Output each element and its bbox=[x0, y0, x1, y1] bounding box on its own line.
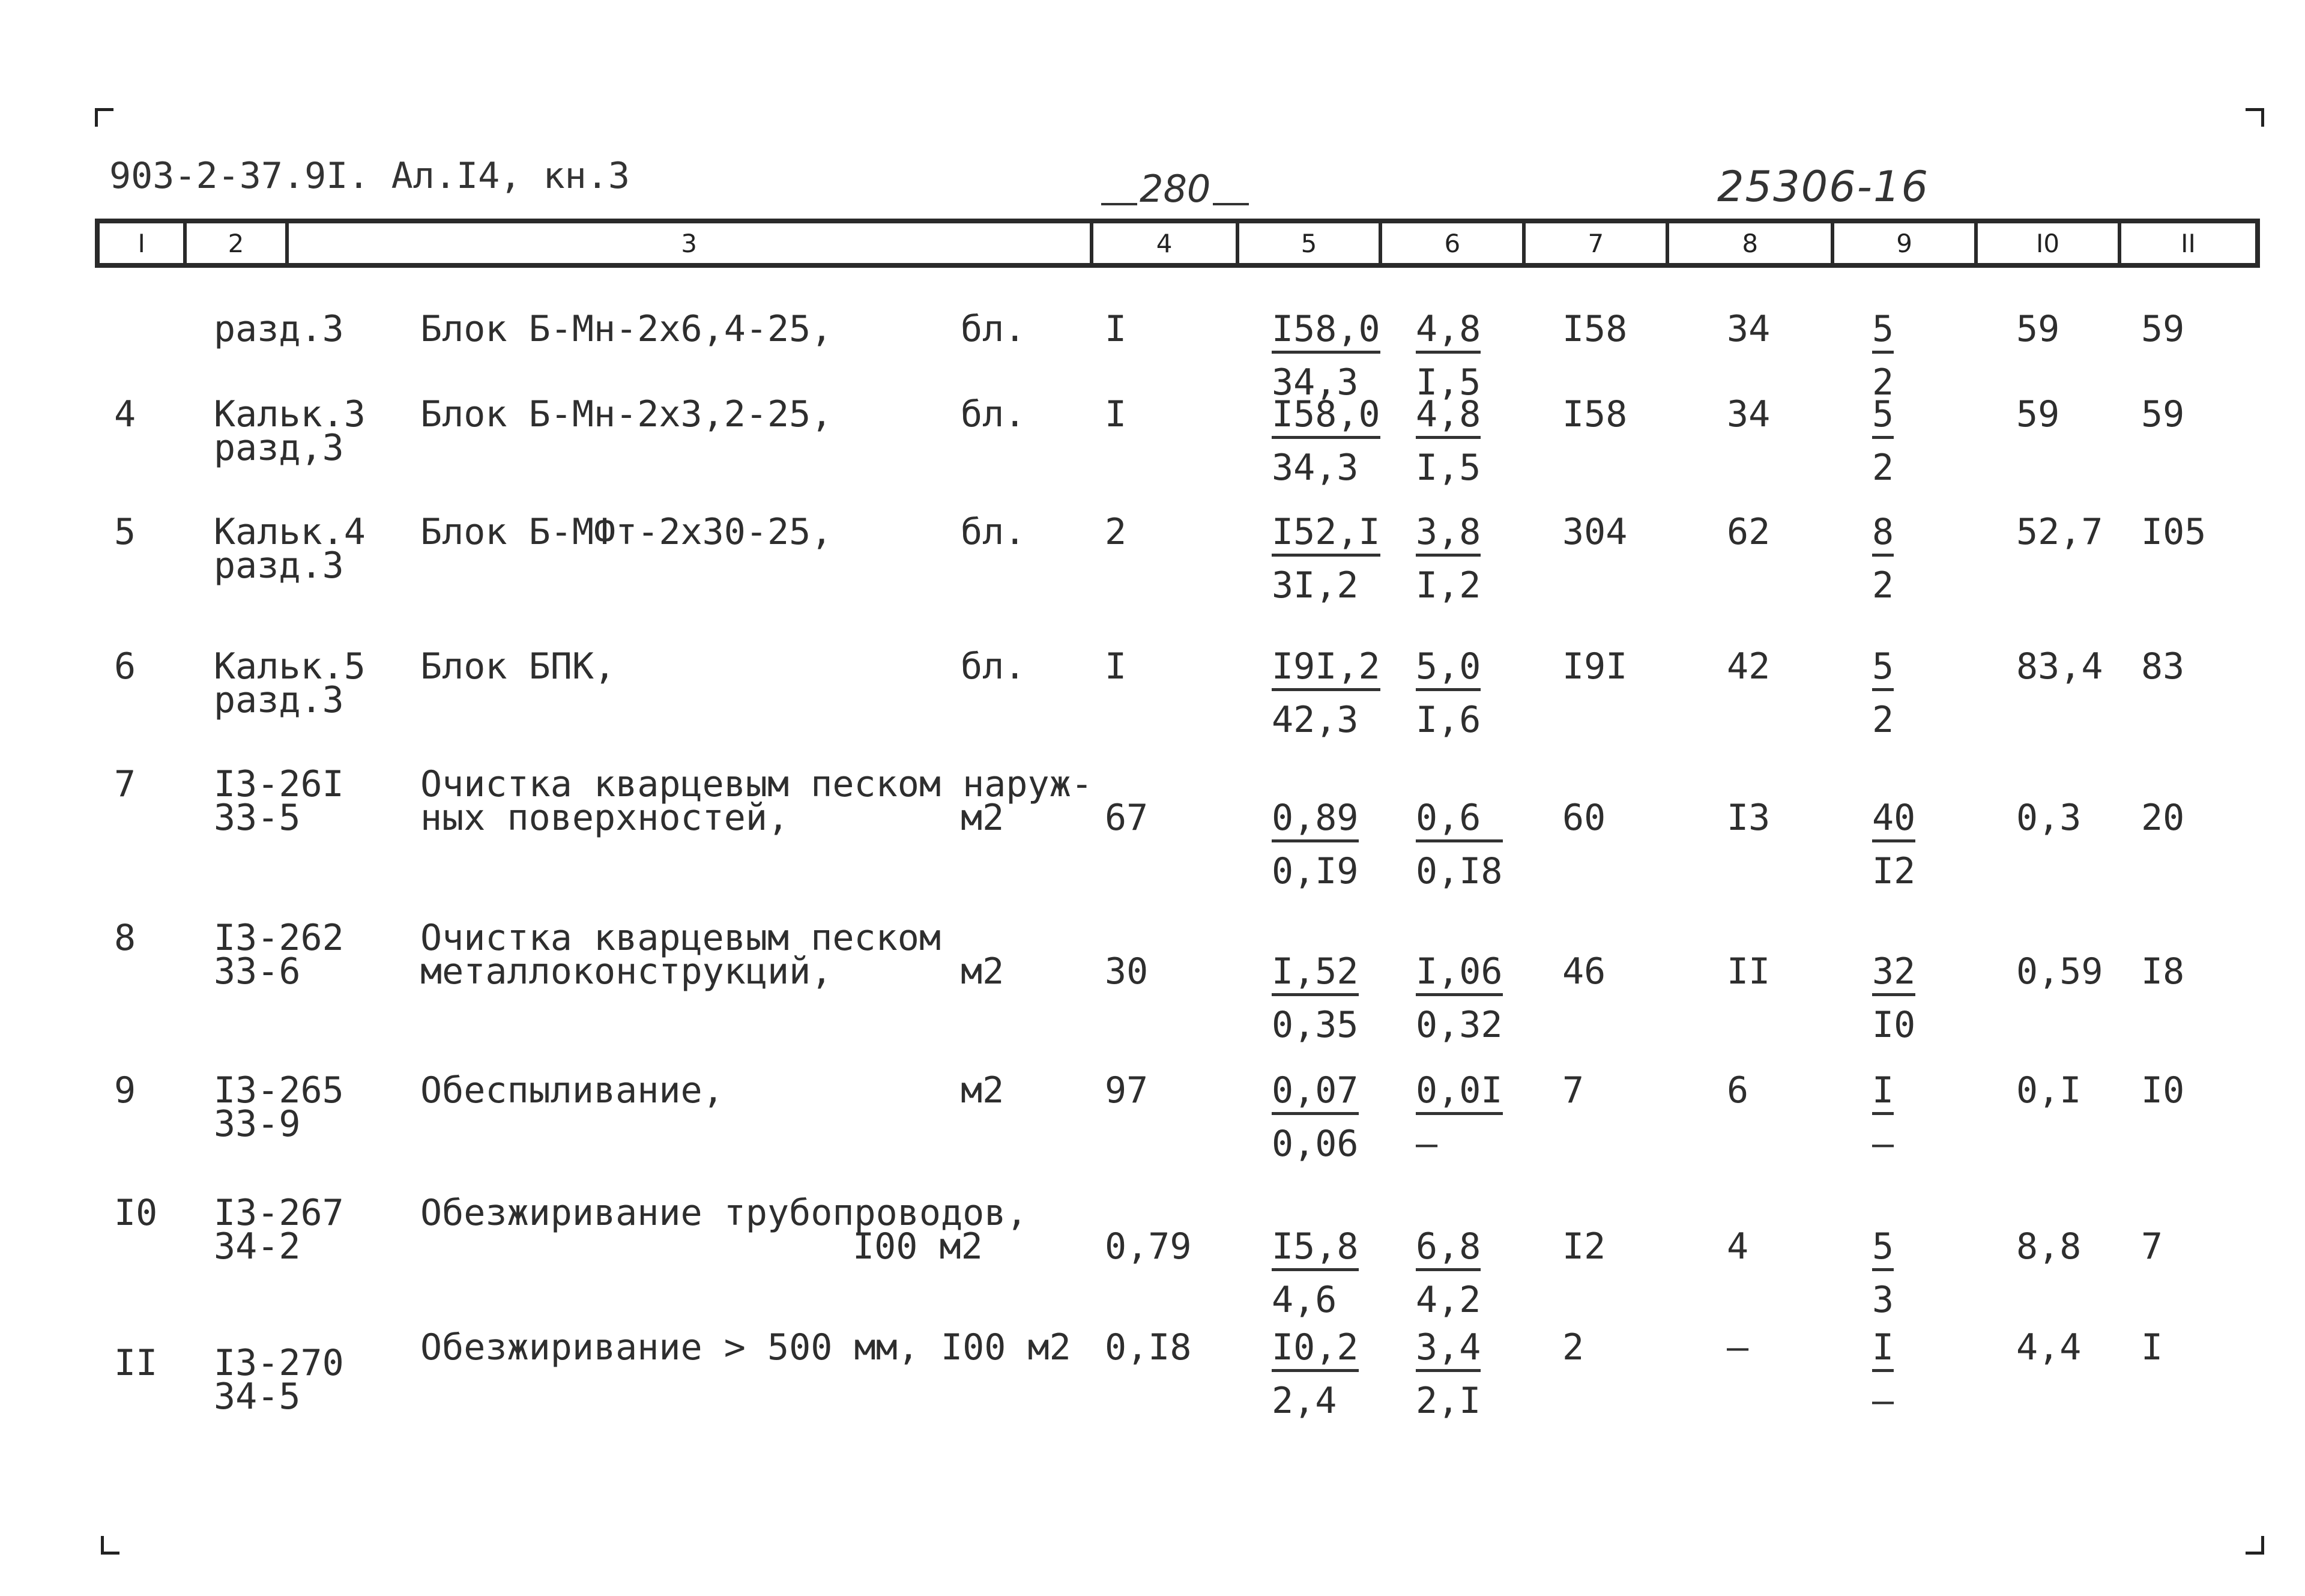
quantity: 2 bbox=[1105, 511, 1127, 553]
description-line-1: Блок Б-МФт-2х30-25, bbox=[420, 511, 833, 553]
col9-fraction bbox=[1872, 645, 1894, 741]
reference-line-2: 33-5 bbox=[214, 797, 301, 839]
reference-line-1: Кальк.4 bbox=[214, 511, 366, 553]
col7-value: 2 bbox=[1562, 1326, 1584, 1368]
col11-value: I05 bbox=[2141, 511, 2207, 553]
col9-denominator: I2 bbox=[1872, 850, 1916, 892]
column-header-9: 9 bbox=[1834, 223, 1978, 263]
reference-line-1: I3-262 bbox=[214, 917, 344, 959]
col6-fraction bbox=[1416, 1069, 1503, 1165]
col11-value: I bbox=[2141, 1326, 2163, 1368]
col9-fraction bbox=[1872, 797, 1916, 892]
col7-value: I58 bbox=[1562, 308, 1628, 350]
column-header-4: 4 bbox=[1093, 223, 1239, 263]
column-header-1: I bbox=[100, 223, 187, 263]
col10-value: 0,I bbox=[2016, 1069, 2082, 1111]
col5-fraction bbox=[1272, 645, 1380, 741]
col11-value: 83 bbox=[2141, 645, 2185, 688]
col7-value: I58 bbox=[1562, 393, 1628, 435]
col6-numerator: 0,0I bbox=[1416, 1072, 1503, 1115]
col11-value: 7 bbox=[2141, 1226, 2163, 1268]
col6-fraction bbox=[1416, 645, 1481, 741]
col8-value: 42 bbox=[1727, 645, 1771, 688]
col9-fraction bbox=[1872, 1326, 1894, 1422]
col9-denominator: 3 bbox=[1872, 1279, 1894, 1321]
description-line-1: Обезжиривание трубопроводов, bbox=[420, 1192, 1028, 1234]
col7-value: 7 bbox=[1562, 1069, 1584, 1111]
col9-numerator: 5 bbox=[1872, 311, 1894, 354]
col9-numerator: I bbox=[1872, 1329, 1894, 1372]
col6-numerator: 4,8 bbox=[1416, 396, 1481, 439]
col9-numerator: I bbox=[1872, 1072, 1894, 1115]
row-number: 6 bbox=[114, 645, 136, 688]
reference-line-1: I3-270 bbox=[214, 1342, 344, 1384]
col5-fraction bbox=[1272, 308, 1380, 404]
reference-line-1: Кальк.3 bbox=[214, 393, 366, 435]
col6-numerator: 5,0 bbox=[1416, 648, 1481, 691]
reference-line-2: 34-5 bbox=[214, 1376, 301, 1418]
col9-numerator: 32 bbox=[1872, 954, 1915, 996]
col5-denominator: 3I,2 bbox=[1272, 564, 1359, 606]
row-number: I0 bbox=[114, 1192, 158, 1234]
col5-numerator: I52,I bbox=[1272, 514, 1380, 557]
row-number: II bbox=[114, 1342, 158, 1384]
corner-mark-top-left bbox=[95, 108, 113, 127]
handwritten-stamp-number: 25306-16 bbox=[1717, 162, 1930, 211]
description-line-1: Блок Б-Мн-2х3,2-25, bbox=[420, 393, 833, 435]
col5-numerator: I58,0 bbox=[1272, 311, 1380, 354]
description-line-1: Очистка кварцевым песком bbox=[420, 917, 941, 959]
col10-value: 0,3 bbox=[2016, 797, 2082, 839]
col6-denominator: – bbox=[1416, 1123, 1438, 1165]
col5-fraction bbox=[1272, 951, 1359, 1046]
col5-numerator: 0,07 bbox=[1272, 1072, 1359, 1115]
col6-fraction bbox=[1416, 1326, 1481, 1422]
col7-value: I9I bbox=[1562, 645, 1628, 688]
reference-line-2: разд.3 bbox=[214, 679, 344, 721]
col5-denominator: 34,3 bbox=[1272, 361, 1359, 404]
col5-denominator: 42,3 bbox=[1272, 699, 1359, 741]
column-header-3: 3 bbox=[289, 223, 1093, 263]
col6-fraction bbox=[1416, 308, 1481, 404]
col7-value: 304 bbox=[1562, 511, 1628, 553]
column-header-11: II bbox=[2181, 228, 2196, 258]
corner-mark-bottom-left bbox=[101, 1536, 119, 1555]
col6-numerator: 6,8 bbox=[1416, 1229, 1481, 1271]
col9-denominator: 2 bbox=[1872, 361, 1894, 404]
col6-fraction bbox=[1416, 951, 1503, 1046]
col9-denominator: – bbox=[1872, 1380, 1894, 1422]
col10-value: 52,7 bbox=[2016, 511, 2103, 553]
col6-numerator: 3,8 bbox=[1416, 514, 1481, 557]
reference-line-1: Кальк.5 bbox=[214, 645, 366, 688]
col8-value: 34 bbox=[1727, 308, 1771, 350]
col9-fraction bbox=[1872, 511, 1894, 606]
col9-fraction bbox=[1872, 1069, 1894, 1165]
col5-denominator: 34,3 bbox=[1272, 447, 1359, 489]
quantity: 0,I8 bbox=[1105, 1326, 1192, 1368]
reference-line-1: I3-267 bbox=[214, 1192, 344, 1234]
col11-value: 59 bbox=[2141, 308, 2185, 350]
quantity: I bbox=[1105, 645, 1127, 688]
col10-value: 83,4 bbox=[2016, 645, 2103, 688]
col9-numerator: 5 bbox=[1872, 648, 1894, 691]
col11-value: 20 bbox=[2141, 797, 2185, 839]
col9-denominator: – bbox=[1872, 1123, 1894, 1165]
corner-mark-top-right bbox=[2246, 108, 2264, 127]
col10-value: 59 bbox=[2016, 393, 2060, 435]
row-number: 5 bbox=[114, 511, 136, 553]
corner-mark-bottom-right bbox=[2246, 1536, 2264, 1555]
document-code: 903-2-37.9I. Ал.I4, кн.3 bbox=[109, 155, 630, 197]
description-line-2: металлоконструкций, bbox=[420, 951, 833, 993]
col9-numerator: 5 bbox=[1872, 1229, 1894, 1271]
col5-denominator: 4,6 bbox=[1272, 1279, 1337, 1321]
col6-numerator: 0,6 bbox=[1416, 800, 1503, 842]
col5-denominator: 0,I9 bbox=[1272, 850, 1359, 892]
description-line-1: Обезжиривание > 500 мм, I00 м2 bbox=[420, 1326, 1071, 1368]
col6-numerator: I,06 bbox=[1416, 954, 1503, 996]
description-line-1: Очистка кварцевым песком наруж- bbox=[420, 763, 1093, 805]
col6-denominator: I,5 bbox=[1416, 361, 1481, 404]
col9-denominator: I0 bbox=[1872, 1004, 1916, 1046]
col6-denominator: I,6 bbox=[1416, 699, 1481, 741]
unit: м2 bbox=[961, 797, 1004, 839]
col5-numerator: I9I,2 bbox=[1272, 648, 1380, 691]
col9-numerator: 8 bbox=[1872, 514, 1894, 557]
row-number: 9 bbox=[114, 1069, 136, 1111]
col6-fraction bbox=[1416, 1226, 1481, 1321]
column-header-6: 6 bbox=[1382, 223, 1526, 263]
quantity: I bbox=[1105, 308, 1127, 350]
col10-value: 4,4 bbox=[2016, 1326, 2082, 1368]
col9-fraction bbox=[1872, 308, 1894, 404]
column-header-8: 8 bbox=[1669, 223, 1834, 263]
col5-numerator: 0,89 bbox=[1272, 800, 1359, 842]
col8-value: 6 bbox=[1727, 1069, 1749, 1111]
col5-denominator: 2,4 bbox=[1272, 1380, 1337, 1422]
col6-denominator: I,2 bbox=[1416, 564, 1481, 606]
description-line-1: Обеспыливание, bbox=[420, 1069, 724, 1111]
column-header-row bbox=[95, 219, 2260, 268]
col8-value: I3 bbox=[1727, 797, 1771, 839]
col9-denominator: 2 bbox=[1872, 447, 1894, 489]
reference-line-1: I3-26I bbox=[214, 763, 344, 805]
col11-value: I8 bbox=[2141, 951, 2185, 993]
col5-numerator: I,52 bbox=[1272, 954, 1359, 996]
column-header-10: I0 bbox=[1978, 223, 2121, 263]
col5-numerator: I0,2 bbox=[1272, 1329, 1359, 1372]
quantity: I bbox=[1105, 393, 1127, 435]
col9-denominator: 2 bbox=[1872, 699, 1894, 741]
column-header-7: 7 bbox=[1526, 223, 1669, 263]
col9-denominator: 2 bbox=[1872, 564, 1894, 606]
col5-fraction bbox=[1272, 1226, 1359, 1321]
unit: бл. bbox=[961, 511, 1026, 553]
description-line-2: I00 м2 bbox=[853, 1226, 983, 1268]
col5-numerator: I58,0 bbox=[1272, 396, 1380, 439]
col5-fraction bbox=[1272, 511, 1380, 606]
col9-fraction bbox=[1872, 951, 1916, 1046]
col6-denominator: 4,2 bbox=[1416, 1279, 1481, 1321]
reference-line-2: 34-2 bbox=[214, 1226, 301, 1268]
col5-denominator: 0,06 bbox=[1272, 1123, 1359, 1165]
col9-fraction bbox=[1872, 393, 1894, 489]
col8-value: II bbox=[1727, 951, 1771, 993]
page-number: 280 bbox=[1099, 167, 1251, 211]
col11-value: 59 bbox=[2141, 393, 2185, 435]
col6-denominator: 0,32 bbox=[1416, 1004, 1503, 1046]
row-number: 8 bbox=[114, 917, 136, 959]
quantity: 0,79 bbox=[1105, 1226, 1192, 1268]
col8-value: 4 bbox=[1727, 1226, 1749, 1268]
unit: бл. bbox=[961, 393, 1026, 435]
col6-fraction bbox=[1416, 393, 1481, 489]
col9-fraction bbox=[1872, 1226, 1894, 1321]
description-line-2: ных поверхностей, bbox=[420, 797, 790, 839]
row-number: 4 bbox=[114, 393, 136, 435]
row-number: 7 bbox=[114, 763, 136, 805]
quantity: 67 bbox=[1105, 797, 1149, 839]
col6-denominator: 0,I8 bbox=[1416, 850, 1503, 892]
col7-value: I2 bbox=[1562, 1226, 1606, 1268]
col10-value: 8,8 bbox=[2016, 1226, 2082, 1268]
col5-fraction bbox=[1272, 797, 1359, 892]
col7-value: 60 bbox=[1562, 797, 1606, 839]
col9-numerator: 5 bbox=[1872, 396, 1894, 439]
reference-line-1: I3-265 bbox=[214, 1069, 344, 1111]
column-header-5: 5 bbox=[1239, 223, 1383, 263]
col6-numerator: 3,4 bbox=[1416, 1329, 1481, 1372]
reference-line-2: разд,3 bbox=[214, 427, 344, 469]
unit: м2 bbox=[961, 1069, 1004, 1111]
col9-numerator: 40 bbox=[1872, 800, 1915, 842]
quantity: 30 bbox=[1105, 951, 1149, 993]
unit: бл. bbox=[961, 645, 1026, 688]
col6-numerator: 4,8 bbox=[1416, 311, 1481, 354]
col7-value: 46 bbox=[1562, 951, 1606, 993]
reference-line-2: 33-9 bbox=[214, 1103, 301, 1145]
reference-line-2: разд.3 bbox=[214, 545, 344, 587]
col10-value: 59 bbox=[2016, 308, 2060, 350]
column-header-2: 2 bbox=[187, 223, 288, 263]
col5-numerator: I5,8 bbox=[1272, 1229, 1359, 1271]
col8-value: 34 bbox=[1727, 393, 1771, 435]
col8-value: – bbox=[1727, 1326, 1749, 1368]
quantity: 97 bbox=[1105, 1069, 1149, 1111]
col6-denominator: 2,I bbox=[1416, 1380, 1481, 1422]
col5-fraction bbox=[1272, 1326, 1359, 1422]
col5-fraction bbox=[1272, 393, 1380, 489]
col6-fraction bbox=[1416, 511, 1481, 606]
col10-value: 0,59 bbox=[2016, 951, 2103, 993]
col5-denominator: 0,35 bbox=[1272, 1004, 1359, 1046]
col11-value: I0 bbox=[2141, 1069, 2185, 1111]
unit: м2 bbox=[961, 951, 1004, 993]
col8-value: 62 bbox=[1727, 511, 1771, 553]
description-line-1: Блок БПК, bbox=[420, 645, 616, 688]
col6-denominator: I,5 bbox=[1416, 447, 1481, 489]
unit: бл. bbox=[961, 308, 1026, 350]
col6-fraction bbox=[1416, 797, 1503, 892]
col5-fraction bbox=[1272, 1069, 1359, 1165]
description-line-1: Блок Б-Мн-2х6,4-25, bbox=[420, 308, 833, 350]
reference-line-1: разд.3 bbox=[214, 308, 344, 350]
reference-line-2: 33-6 bbox=[214, 951, 301, 993]
